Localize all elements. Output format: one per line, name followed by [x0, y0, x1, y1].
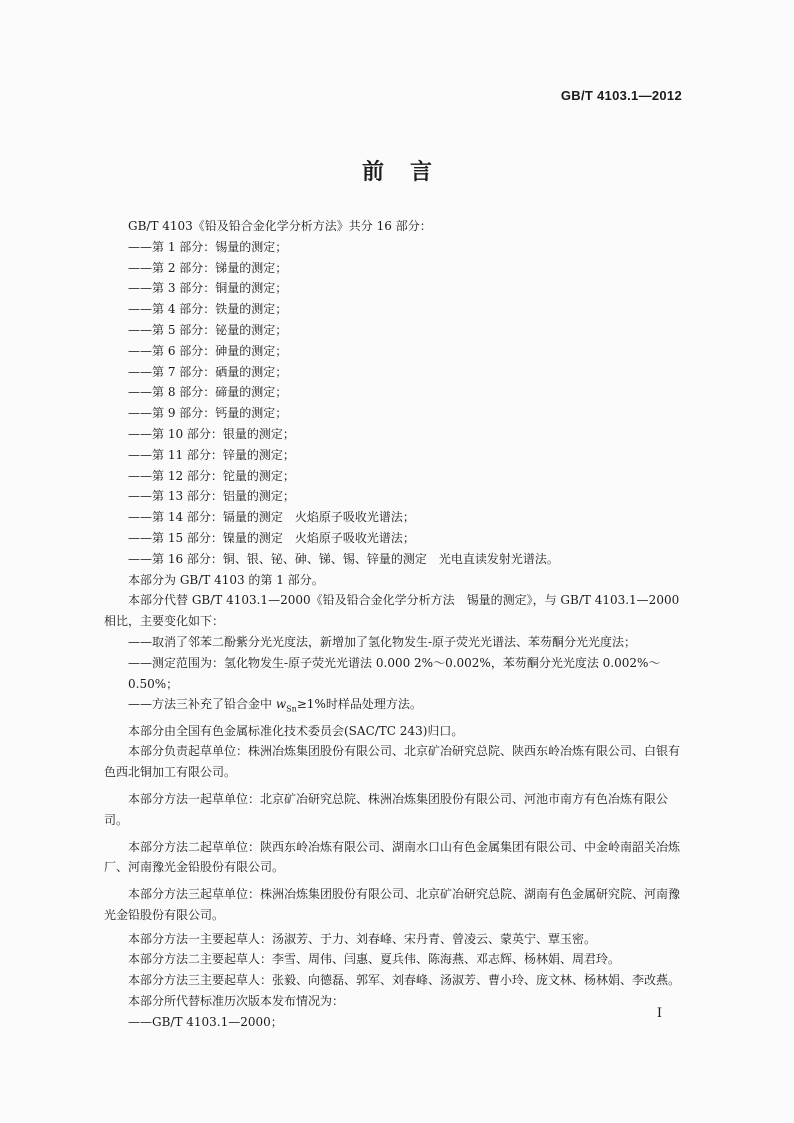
list-item: ——第 6 部分：砷量的测定； [128, 343, 288, 358]
list-item: ——第 3 部分：铜量的测定； [128, 281, 288, 296]
list-item: ——第 5 部分：铋量的测定； [128, 322, 288, 337]
list-item: ——第 1 部分：锡量的测定； [128, 239, 288, 254]
replacement-paragraph: 本部分代替 GB/T 4103.1—2000《铅及铅合金化学分析方法 锡量的测定》，与 GB/T 4103.1—2000 相比，主要变化如下： [104, 593, 680, 629]
list-item: ——第 4 部分：铁量的测定； [128, 302, 288, 317]
list-item: ——第 13 部分：铝量的测定； [128, 489, 295, 504]
method1-units-paragraph: 本部分方法一起草单位：北京矿冶研究总院、株洲冶炼集团股份有限公司、河池市南方有色冶炼有限公司。 [104, 791, 669, 827]
list-item: ——第 15 部分：镍量的测定 火焰原子吸收光谱法； [128, 530, 415, 545]
change-item-range-line1: ——测定范围为：氢化物发生-原子荧光光谱法 0.000 2%～0.002%，苯芴酮分光光度法 0.002%～ [128, 655, 661, 670]
change-item: ——取消了邻苯二酚紫分光光度法，新增加了氢化物发生-原子荧光光谱法、苯芴酮分光光度法； [128, 634, 637, 649]
list-item: ——第 11 部分：锌量的测定； [128, 447, 295, 462]
part-statement: 本部分为 GB/T 4103 的第 1 部分。 [128, 572, 324, 587]
standard-number: GB/T 4103.1—2012 [560, 88, 682, 103]
change-item-sample-pre: ——方法三补充了铅合金中 [128, 697, 276, 712]
page-title: 前言 [361, 160, 458, 185]
intro-paragraph: GB/T 4103《铅及铅合金化学分析方法》共分 16 部分： [128, 219, 432, 233]
method2-drafters-paragraph: 本部分方法二主要起草人：李雪、周伟、闫惠、夏兵伟、陈海燕、邓志辉、杨林娟、周君玲。 [128, 952, 621, 967]
method3-drafters-paragraph: 本部分方法三主要起草人：张毅、向德磊、郭军、刘春峰、汤淑芳、曹小玲、庞文林、杨林娟、李改燕。 [128, 973, 681, 988]
list-item: ——第 16 部分：铜、银、铋、砷、锑、锡、锌量的测定 光电直读发射光谱法。 [128, 551, 559, 566]
history-paragraph: 本部分所代替标准历次版本发布情况为： [128, 994, 345, 1009]
list-item: ——第 14 部分：镉量的测定 火焰原子吸收光谱法； [128, 510, 415, 525]
change-item-sample-post: ≥1%时样品处理方法。 [296, 697, 422, 712]
change-item-range [104, 653, 686, 695]
page-number: I [656, 1006, 662, 1021]
list-item: ——第 2 部分：锑量的测定； [128, 260, 288, 275]
list-item: ——第 8 部分：碲量的测定； [128, 385, 288, 400]
parts-list [104, 237, 686, 570]
committee-paragraph: 本部分由全国有色金属标准化技术委员会(SAC/TC 243)归口。 [128, 723, 464, 738]
list-item: ——第 12 部分：铊量的测定； [128, 468, 295, 483]
list-item: ——第 7 部分：硒量的测定； [128, 364, 288, 379]
drafting-units-paragraph: 本部分负责起草单位：株洲冶炼集团股份有限公司、北京矿冶研究总院、陕西东岭冶炼有限公司、白银有色西北铜加工有限公司。 [104, 744, 681, 780]
method1-drafters-paragraph: 本部分方法一主要起草人：汤淑芳、于力、刘春峰、宋丹青、曾凌云、蒙英宁、覃玉密。 [128, 931, 597, 946]
document-body [104, 216, 686, 1033]
mass-fraction-subscript: Sn [286, 704, 297, 714]
history-item: ——GB/T 4103.1—2000； [128, 1014, 283, 1029]
list-item: ——第 9 部分：钙量的测定； [128, 406, 288, 421]
change-item-sample [104, 694, 686, 720]
method2-units-paragraph: 本部分方法二起草单位：陕西东岭冶炼有限公司、湖南水口山有色金属集团有限公司、中金岭南韶关冶炼厂、河南豫光金铅股份有限公司。 [104, 839, 681, 875]
list-item: ——第 10 部分：银量的测定； [128, 426, 295, 441]
method3-units-paragraph: 本部分方法三起草单位：株洲冶炼集团股份有限公司、北京矿冶研究总院、湖南有色金属研究院、河南豫光金铅股份有限公司。 [104, 887, 681, 922]
change-item-range-line2: 0.50%； [128, 676, 179, 691]
mass-fraction-symbol: w [275, 697, 287, 712]
